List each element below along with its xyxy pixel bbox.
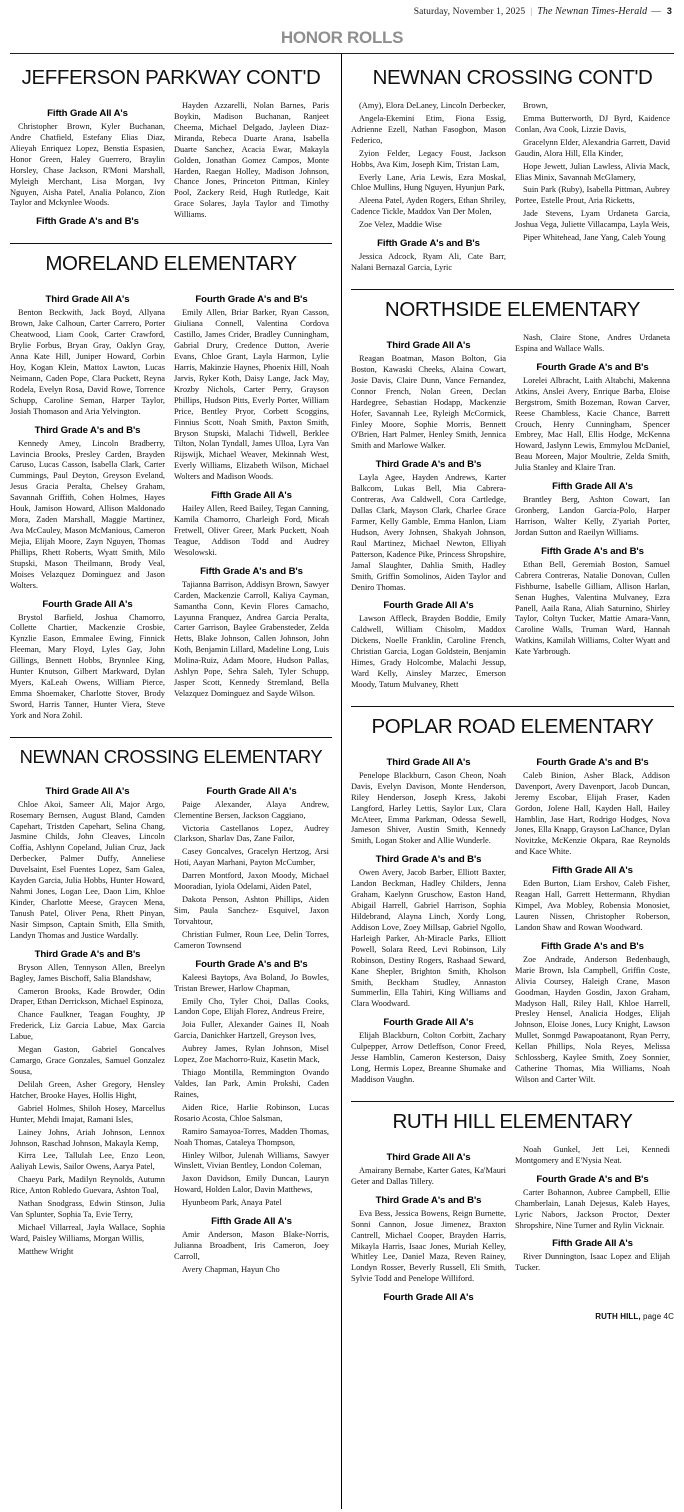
honor-roll-names: (Amy), Elora DeLaney, Lincoln Derbecker, [359,101,506,110]
grade-heading-third-grade-all-a-s: Third Grade All A's [386,1151,471,1163]
honor-roll-names: River Dunnington, Isaac Lopez and Elijah Tucker. [515,1252,670,1273]
honor-roll-names: Michael Villarreal, Jayla Wallace, Sophia Ward, Paisley Williams, Morgan Willis, [10,1222,165,1243]
honor-roll-names: Emily Cho, Tyler Choi, Dallas Cooks, Landon Cope, Elijah Florez, Andreus Freire, [174,996,329,1017]
honor-roll-names: Chloe Akoi, Sameer Ali, Major Argo, Rosemary Bernsen, August Bland, Camden Capehart, Tristden Capehart, Selina Chang, Jasmine Childs, John Cleaves, Lincoln Coffia, Ashlynn Copeland, Julian Cruz, Jack Derbecker, Palmer Duffy, Anneliese Duvelsaint, Esel Fuentes Lopez, Sam Galea, Kayden Garcia, Julia Hobbs, Hunter Howard, Nahmi Jones, Logan Lee, Daon Lim, Khloe Kinder, Charlotte Meese, Graycen Mena, Tanush Patel, Oliver Pena, Rhett Pinyan, Nasir Simpson, Captain Smith, Ella Smith, Landyn Thomas and Justice Wardally. [10,799,165,940]
honor-roll-names: Lawson Affleck, Brayden Boddie, Emily Caldwell, William Chisolm, Maddox Dickens, Noelle Franklin, Caroline French, Christian Garcia, Logan Goldstein, Benjamin Himes, Grady Holcombe, Malachi Jessup, Ward Kelly, Ainsley Marzec, Emerson Moody, Tatum Mulvaney, Rhett [351,614,506,689]
honor-roll-names: Gracelynn Elder, Alexandria Garrett, David Gaudin, Alora Hill, Ella Kinder, [515,137,670,158]
honor-roll-names: Aiden Rice, Harlie Robinson, Lucas Rosario Acosta, Chloe Salsman, [174,1102,329,1123]
grade-heading-third-grade-all-a-s: Third Grade All A's [45,294,130,306]
honor-roll-names: Kennedy Amey, Lincoln Bradberry, Lavincia Brooks, Presley Carden, Brayden Caruso, Lucas Casson, Isabella Clark, Carter Cummings, Paul Deyton, Greyson Eveland, Jesus Gracia Peralta, Chelsey Graham, Savannah Griffith, Cohen Holmes, Hayes Houk, Jamison Howard, Allison Maldonado Mora, Zaden Marshall, Maggie Martinez, Ava McCauley, Mason McManious, Cameron Mejia, Elijah Moore, Zayn Nguyen, Thomas Phillips, Rhett Roberts, Wyatt Smith, Milo Stupski, Mason Theilmann, Brody Veal, Moises Velazquez Dominguez and Jason Wolters. [10,438,166,590]
grade-heading-fourth-grade-a-s-and-b-s: Fourth Grade A's and B's [536,1173,649,1185]
honor-roll-names: Matthew Wright [18,1246,74,1256]
grade-heading-fifth-grade-a-s-and-b-s: Fifth Grade A's and B's [200,565,303,577]
honor-roll-names: Penelope Blackburn, Cason Cheon, Noah Davis, Evelyn Davison, Monte Henderson, Riley Henderson, Joseph Kress, Jakobi Langford, Harley Lettis, Saylor Lux, Clara McAteer, Emma Parkman, Odessa Sewell, Jameson Shiver, Austin Smith, Kennedy Smith, Logan Stoker and Allie Wunderle. [351,770,506,846]
school-column-2 [174,287,329,723]
school-column-1 [351,101,506,276]
grade-heading-fourth-grade-a-s-and-b-s: Fourth Grade A's and B's [536,361,649,373]
school-column-2 [174,779,329,1278]
honor-roll-names: Tajianna Barrison, Addisyn Brown, Sawyer Carden, Mackenzie Carroll, Kaliya Cayman, Samantha Conn, Kevin Flores Camacho, Layunna Franquez, Andrea Garcia Peralta, Carter Garrison, Baylee Grabensteder, Zelda Hetts, Blake Johnson, Callen Johnson, John Koth, Benjamin Lillard, Madeline Long, Luis Molina-Ruiz, Adam Moore, Hudson Pallas, Ashlyn Pope, Sehra Saleh, Tyler Schupp, Jasper Scott, Kennedy Stremland, Bella Velazquez Dominguez and Sayde Wilson. [174,579,329,698]
school-column-1 [10,101,165,230]
grade-heading-fifth-grade-all-a-s: Fifth Grade All A's [552,865,633,877]
honor-roll-names: Ethan Bell, Geremiah Boston, Samuel Cabrera Contreras, Natalie Donovan, Cullen Fishburne, Isabelle Gilliam, Allison Harlan, Senan Hughes, Valentina Mulvaney, Ezra Panell, Aaila Rana, Aliah Saturnino, Shirley Taylor, Coltyn Tucker, Mattie Amara-Vann, Caroline Walls, Truman Ward, Hannah Watkins, Kamilah Williams, Colter Wyatt and Kate Yarbrough. [515,559,670,657]
school-column-1 [351,1145,506,1306]
grade-heading-third-grade-a-s-and-b-s: Third Grade A's and B's [34,424,141,436]
honor-roll-names: Hayden Azzarelli, Nolan Barnes, Paris Boykin, Madison Buchanan, Ranjeet Cheema, Michael Delgado, Jayleen Diaz-Miranda, Rebeca Duarte Arana, Isabella Duarte Sanchez, Acacia Ewar, Makayla Golden, Jonathan Gomez Campos, Monte Harden, Raegan Holley, Madison Johnson, Chance Jones, Princeton Pittman, Kinley Pool, Zackery Reid, Hugh Rutledge, Kait Grace Solares, Jayla Taylor and Timothy Williams. [174,101,329,220]
honor-roll-names: Hailey Allen, Reed Bailey, Tegan Canning, Kamila Chamorro, Charleigh Ford, Micah Fretwell, Oliver Greer, Mark Puckett, Noah Teague, Addison Todd and Audrey Wesolowski. [174,504,329,557]
grade-heading-fourth-grade-all-a-s: Fourth Grade All A's [383,600,474,612]
school-columns [10,287,332,723]
honor-roll-names: Layla Agee, Hayden Andrews, Karter Balkcom, Lukas Bell, Mia Cabrera- Contreras, Ava Caldwell, Cora Cartledge, Dallas Clark, Mayson Clark, Charlee Grace Farmer, Kelly Gamble, Emma Hanlon, Liam Hudson, Avery Johnsen, Shakyah Johnson, Raul Martinez, Michael Newton, Elliyah Patterson, Kadence Pike, Princess Shropshire, Jamal Slaughter, Dahlia Smith, Hadley Smith, Griffin Somolinos, Aiden Taylor and Deniro Thomas. [351,473,507,592]
honor-roll-names: Delilah Green, Asher Gregory, Hensley Hatcher, Brooke Hayes, Hollis Hight, [10,1079,165,1100]
school-column-2 [515,1145,670,1306]
left-master-column [10,54,342,1509]
honor-roll-names: Emily Allen, Briar Barker, Ryan Casson, Giuliana Connell, Valentina Cordova Castillo, James Crider, Bradley Cunningham, Gabrial Drury, Credence Dutton, Averie Evans, Chloe Grant, Layla Harmon, Lylie Harris, Makinzie Haynes, Phoenix Hill, Noah Jarvis, Ryker Koth, Daisy Lange, Jack May, Krozby Nichols, Carter Perry, Grayson Phillips, Hudson Pitts, Everly Porter, William Price, Bentley Pryor, Corbett Scoggins, Finnius Scott, Noah Smith, Paxton Smith, Bryson Stupski, Malachi Tidwell, Berklee Tilton, Nolan Tyndall, James Ulloa, Lyra Van Rijswijk, Michael Weaver, Mekinnah West, Everly Williams, Elizabeth Wilson, Michael Wolters and Madison Woods. [174,308,329,482]
honor-roll-names: Jade Stevens, Lyam Urdaneta Garcia, Joshua Vega, Juliette Villacampa, Layla Weis, [515,209,670,230]
school-columns [351,1145,674,1306]
honor-roll-names: Darren Montford, Jaxon Moody, Michael Mooradian, Iyiola Odelami, Aiden Patel, [174,871,329,892]
grade-heading-third-grade-all-a-s: Third Grade All A's [386,339,471,351]
honor-roll-names: Kaleesi Baytops, Ava Boland, Jo Bowles, Tristan Brewer, Harlow Chapman, [174,972,329,993]
school-divider [10,737,332,738]
honor-roll-names: Chance Faulkner, Teagan Foughty, JP Frederick, Liz Garcia Labue, Max Garcia Labue, [10,1010,165,1042]
honor-roll-names: Nash, Claire Stone, Andres Urdaneta Espina and Wallace Walls. [515,332,670,353]
honor-roll-names: Nathan Snodgrass, Edwin Stinson, Julia Van Splunter, Sophia Ta, Evie Terry, [10,1199,165,1220]
honor-roll-names: Angela-Ekemini Etim, Fiona Essig, Adrienne Ezell, Nathan Fasogbon, Mason Federico, [351,113,506,145]
grade-heading-third-grade-a-s-and-b-s: Third Grade A's and B's [375,459,482,471]
grade-heading-fourth-grade-a-s-and-b-s: Fourth Grade A's and B's [195,294,308,306]
honor-roll-names: Reagan Boatman, Mason Bolton, Gia Boston, Kawaski Cheeks, Alaina Cowart, Josie Davis, Claire Dunn, Vance Fernandez, Connor French, Nolan Green, Declan Hardegree, Sebastian Hodapp, Mackenzie Hofer, Savannah Lee, Ryleigh McCormick, Finley Moore, Sophie Morris, Bennett O'Brien, Hart Palmer, Henley Smith, Jennica Smith and Marlowe Walker. [351,353,506,451]
grade-heading-third-grade-all-a-s: Third Grade All A's [386,756,471,768]
school-block-newnan-crossing-elementary [10,724,332,1278]
grade-heading-fifth-grade-all-a-s: Fifth Grade All A's [211,1216,292,1228]
honor-roll-names: Hinley Wilbor, Julenah Williams, Sawyer Winslett, Vivian Bentley, London Coleman, [174,1150,329,1171]
grade-heading-third-grade-a-s-and-b-s: Third Grade A's and B's [375,1194,482,1206]
grade-heading-fifth-grade-a-s-and-b-s: Fifth Grade A's and B's [377,238,480,250]
section-banner: HONOR ROLLS [280,28,404,47]
masthead-page-number: 3 [666,6,672,16]
honor-roll-names: Caleb Binion, Asher Black, Addison Davenport, Avery Davenport, Jacob Duncan, Jeremy Escobar, Elijah Fraser, Kaden Gordon, Jolene Hall, Kayden Hall, Hailey Hamblin, Jase Hart, Rodrigo Hodges, Nova Jones, Ella Knapp, Grayson LaChance, Dylan Novitzke, McKenzie Okpara, Rae Reynolds and Kace White. [515,770,670,857]
school-column-1 [351,333,506,693]
grade-heading-fourth-grade-all-a-s: Fourth Grade All A's [206,785,297,797]
school-columns [351,101,674,276]
honor-roll-names: Christian Fulmer, Roun Lee, Delin Torres, Cameron Townsend [174,929,329,950]
grade-heading-fifth-grade-all-a-s: Fifth Grade All A's [552,481,633,493]
honor-roll-names: Zyion Felder, Legacy Foust, Jackson Hobbs, Ava Kim, Joseph Kim, Tristan Lam, [351,148,506,169]
jumpline-page: page 4C [640,1312,674,1322]
honor-roll-names: Joia Fuller, Alexander Gaines II, Noah Garcia, Danichker Hartzell, Greyson Ives, [174,1020,329,1041]
school-divider [351,1101,674,1102]
grade-heading-fifth-grade-all-a-s: Fifth Grade All A's [47,108,128,119]
school-divider [10,243,332,244]
honor-roll-names: Cameron Brooks, Kade Browder, Odin Draper, Ethan Derrickson, Michael Espinoza, [10,986,165,1007]
school-block-ruth-hill-elementary [351,1088,674,1306]
grade-heading-fourth-grade-all-a-s: Fourth Grade All A's [42,598,133,610]
honor-roll-names: Emma Butterworth, DJ Byrd, Kaidence Conlan, Ava Cook, Lizzie Davis, [515,113,670,134]
grade-heading-third-grade-a-s-and-b-s: Third Grade A's and B's [375,854,482,866]
honor-roll-names: Zoe Velez, Maddie Wise [359,220,442,230]
honor-roll-names: Bryson Allen, Tennyson Allen, Breelyn Bagley, James Bischoff, Salia Blandshaw, [10,962,165,983]
honor-roll-names: Brystol Barfield, Joshua Chamorro, Collette Chartier, Mackenzie Crosbie, Kynzlie Eason, Emmalee Ewing, Finnick Fleeman, Mary Floyd, Lyles Gay, John Gillings, Bennett Hobbs, Brynnlee King, Hunter Knutson, Gilbert Markward, Dylan Myers, KaLeah Owens, William Pierce, Emma Shoemaker, Charlotte Stover, Brody Sword, Harris Tanner, Hunter Viera, Steve York and Nora Zohil. [10,612,165,720]
grade-heading-third-grade-a-s-and-b-s: Third Grade A's and B's [34,948,141,960]
jumpline-separator: , [638,1312,641,1322]
honor-roll-names: Hyunbeom Park, Anaya Patel [182,1198,282,1208]
honor-roll-names: Jessica Adcock, Ryam Ali, Cate Barr, Nalani Bernazal Garcia, Lyric [351,252,506,273]
grade-heading-fifth-grade-a-s-and-b-s: Fifth Grade A's and B's [36,216,139,228]
honor-roll-names: Amir Anderson, Mason Blake-Norris, Julianna Broadbent, Iris Cameron, Joey Carroll, [174,1230,329,1261]
honor-roll-names: Benton Beckwith, Jack Boyd, Allyana Brown, Jake Calhoun, Carter Carrero, Porter Cheatwood, Liam Cook, Carter Crawford, Brylie Forbus, Bryan Gray, Oaklyn Gray, Anna Kate Hill, Juniper Howard, Corbin Hoy, Kogan Klein, Mattox Lawton, Lucas Neimann, Caden Pope, Clara Puckett, Reyna Rodela, Evelyn Rosa, David Rowe, Torrence Schupp, Caroline Seman, Harper Taylor, Josiah Thomason and Aria Yelvington. [10,308,165,416]
school-divider [351,289,674,290]
school-block-jefferson-parkway-cont-d [10,54,332,230]
grade-heading-fifth-grade-a-s-and-b-s: Fifth Grade A's and B's [541,545,644,557]
honor-roll-names: Gabriel Holmes, Shiloh Hosey, Marcellus Hunter, Mehdi Imajat, Ramani Isles, [10,1103,165,1124]
honor-roll-names: Eden Burton, Liam Ershov, Caleb Fisher, Reagan Hall, Garrett Hettermann, Rhydian Kimpel, Ava Mobley, Robensia Monosiet, Lauren Nissen, Christopher Roberson, Landon Shaw and Rowan Woodward. [515,879,670,932]
grade-heading-third-grade-all-a-s: Third Grade All A's [45,785,130,797]
masthead-date: Saturday, November 1, 2025 [413,7,526,17]
honor-roll-names: Victoria Castellanos Lopez, Audrey Clarkson, Sharlav Das, Zane Failor, [174,823,329,844]
school-title: NORTHSIDE ELEMENTARY [384,297,641,321]
school-block-moreland-elementary [10,230,332,723]
honor-roll-names: Casey Goncalves, Gracelyn Hertzog, Arsi Hoti, Aayan Marhani, Payton McCumber, [174,847,329,868]
honor-roll-names: Dakota Penson, Ashton Phillips, Aiden Sim, Paula Sanchez- Esquivel, Jaxon Torvahtour, [174,895,329,926]
school-title: NEWNAN CROSSING ELEMENTARY [19,745,323,767]
honor-roll-names: Kirra Lee, Tallulah Lee, Enzo Leon, Aaliyah Lewis, Sailor Owens, Aarya Patel, [10,1151,165,1172]
honor-roll-names: Brantley Berg, Ashton Cowart, Ian Gronberg, Landon Garcia-Polo, Harper Harrison, Walter Kelly, Z'yariah Porter, Jordan Sutton and Raeilyn Williams. [515,495,670,537]
school-column-2 [515,750,670,1088]
school-title: MORELAND ELEMENTARY [45,252,297,276]
honor-roll-names: Amairany Bernabe, Karter Gates, Ka'Mauri Geter and Dallas Tillery. [351,1165,506,1186]
honor-roll-names: Chaeyu Park, Madilyn Reynolds, Autumn Rice, Anton Robledo Guevara, Ashton Toal, [10,1175,165,1196]
school-block-newnan-crossing-cont-d [351,54,674,276]
school-title: NEWNAN CROSSING CONT'D [372,66,653,89]
school-column-1 [351,750,506,1088]
honor-roll-names: Suin Park (Ruby), Isabella Pittman, Aubrey Portee, Estelle Prout, Aria Ricketts, [515,185,670,206]
honor-roll-names: Piper Whitehead, Jane Yang, Caleb Young [523,233,666,243]
honor-roll-names: Lainey Johns, Ariah Johnson, Lennox Johnson, Raschad Johnson, Makayla Kemp, [10,1127,165,1148]
school-column-1 [10,287,165,723]
masthead-separator: | [530,7,533,17]
school-column-2 [515,333,670,693]
jumpline [351,1312,674,1321]
school-columns [351,333,674,693]
honor-roll-names: Thiago Montilla, Remmington Ovando Valdes, Ian Park, Amin Prokshi, Caden Raines, [174,1068,329,1099]
masthead [0,0,684,17]
grade-heading-fifth-grade-a-s-and-b-s: Fifth Grade A's and B's [541,940,644,952]
school-divider [351,706,674,707]
school-title: POPLAR ROAD ELEMENTARY [371,714,654,738]
school-columns [10,101,332,230]
school-block-poplar-road-elementary [351,693,674,1088]
honor-roll-names: Aleena Patel, Ayden Rogers, Ethan Shriley, Cadence Tickle, Maddox Van Der Molen, [351,196,506,217]
grade-heading-fourth-grade-a-s-and-b-s: Fourth Grade A's and B's [195,958,308,970]
masthead-dash: — [651,7,661,17]
grade-heading-fourth-grade-all-a-s: Fourth Grade All A's [383,1292,474,1304]
honor-roll-names: Aubrey James, Rylan Johnson, Misel Lopez, Zoe Machorro-Ruiz, Kasetin Mack, [174,1044,329,1065]
honor-roll-names: Eva Bess, Jessica Bowens, Reign Burnette, Sonni Cannon, Josue Jimenez, Braxton Cantrell, Michael Cooper, Brayden Harris, Mikayla Harris, Isaac Jones, Muriah Kelley, Whitley Lee, Daniel Maza, Reven Rainey, Londyn Rosser, Beverly Russell, Eli Smith, Sylvie Todd and Penelope Williford. [351,1208,506,1284]
honor-roll-names: Owen Avery, Jacob Barber, Elliott Baxter, Landon Beckman, Hadley Childers, Jenna Graham, Kaelynn Gruschow, Easton Hand, Abigail Harrell, Gabriel Harrison, Sophia Hildebrand, Alayna Linch, Xordy Long, Addison Love, Zoey Millsap, Gabriel Ngollo, Harleigh Parker, Ah-Miracle Parks, Elliott Powell, Solara Reed, Levi Robinson, Lily Robinson, Destiny Rogers, Rashaad Seward, Kane Shepler, Brighton Smith, Kholson Smith, Beckham Studley, Annaston Summerlin, Ella Tahiri, King Williams and Clara Woodward. [351,868,506,1009]
grade-heading-fifth-grade-all-a-s: Fifth Grade All A's [552,1238,633,1250]
school-columns [10,779,332,1278]
right-master-column [342,54,674,1509]
honor-roll-names: Elijah Blackburn, Colton Corbitt, Zachary Culpepper, Arrow Detleffson, Conor Freed, Jesse Hamblin, Cameron Kesterson, Daisy Long, Hermis Lopez, Breanne Shumake and Maddison Vaughn. [351,1031,506,1084]
honor-roll-names: Brown, [523,101,548,110]
honor-roll-names: Lorelei Albracht, Laith Altabchi, Makenna Atkins, Anslei Avery, Enrique Barba, Eloise Bergstrom, Smith Bozeman, Rowan Carver, Reese Chambless, Kacie Chance, Barrett Crouch, Henry Cunningham, Spencer Embrey, Mac Hall, Ellis Hodge, McKenna Howard, Jaslynn Lewis, Emmylou McDaniel, Beau Moreen, Major Moultrie, Zelda Smith, Julia Stanley and Klaire Tran. [515,375,670,473]
honor-roll-names: Avery Chapman, Hayun Cho [182,1264,280,1274]
school-column-1 [10,779,165,1278]
school-block-northside-elementary [351,276,674,693]
jumpline-label: RUTH HILL [595,1312,639,1322]
grade-heading-fourth-grade-a-s-and-b-s: Fourth Grade A's and B's [536,756,649,768]
honor-roll-names: Paige Alexander, Alaya Andrew, Clementine Bersen, Jackson Caggiano, [174,799,329,820]
school-columns [351,750,674,1088]
school-title: JEFFERSON PARKWAY CONT'D [21,66,321,89]
school-column-2 [515,101,670,276]
grade-heading-fifth-grade-all-a-s: Fifth Grade All A's [211,490,292,502]
honor-roll-names: Hope Jewett, Julian Lawless, Alivia Mack, Elias Minix, Savannah McGlamery, [515,161,670,182]
grade-heading-fourth-grade-all-a-s: Fourth Grade All A's [383,1017,474,1029]
honor-roll-names: Megan Gaston, Gabriel Goncalves Camargo, Grace Gonzales, Samuel Gonzalez Sousa, [10,1045,165,1076]
school-title: RUTH HILL ELEMENTARY [392,1109,633,1133]
school-column-2 [174,101,329,230]
honor-roll-names: Christopher Brown, Kyler Buchanan, Andre Chatfield, Estefany Elias Diaz, Alieyah Enriquez Lopez, Benstia Espasien, Honor Green, Haley Guerrero, Braylin Horsley, Chase Jackson, R'Moni Marshall, Myleigh Merchant, Lisa Morgan, Ivy Nguyen, Aisha Patel, Analia Polanco, Zion Taylor and Mckynlee Woods. [10,122,165,208]
body-area [0,54,684,1509]
honor-roll-names: Everly Lane, Aria Lewis, Ezra Moskal, Chloe Mullins, Hung Nguyen, Hyunjun Park, [351,172,506,193]
honor-roll-names: Carter Bohannon, Aubree Campbell, Ellie Chamberlain, Lanah Dejesus, Kaleb Hayes, Lyric Nabors, Jackson Proctor, Dexter Shropshire, Nine Turner and Rylin Vicknair. [515,1187,670,1230]
masthead-paper-name: The Newnan Times-Herald [537,6,648,17]
honor-roll-names: Noah Gunkel, Jett Lei, Kennedi Montgomery and E'Nysia Neat. [515,1144,670,1165]
honor-roll-names: Zoe Andrade, Anderson Bedenbaugh, Marie Brown, Isla Campbell, Griffin Coste, Alivia Coursey, Haleigh Crane, Mason Goodman, Hayden Gosdin, Jaxon Graham, Madyson Hall, Riley Hall, Khloe Harrell, Presley Hensel, Analicia Hodges, Elijah Johnson, Eloise Jones, Lucy Knight, Lawson Mullet, Sonmgd Pawapoatanont, Ryan Perry, Kellan Phillips, Nola Reyes, Melissa Schlossberg, Kaylee Smith, Zoey Sonnier, Catherine Thomas, Mia Williams, Noah Wilson and Carter Wilt. [515,954,670,1084]
honor-roll-names: Jaxon Davidson, Emily Duncan, Lauryn Howard, Holden Lalor, Davin Matthews, [174,1174,329,1195]
honor-roll-names: Ramiro Samayoa-Torres, Madden Thomas, Noah Thomas, Cataleya Thompson, [174,1126,329,1147]
